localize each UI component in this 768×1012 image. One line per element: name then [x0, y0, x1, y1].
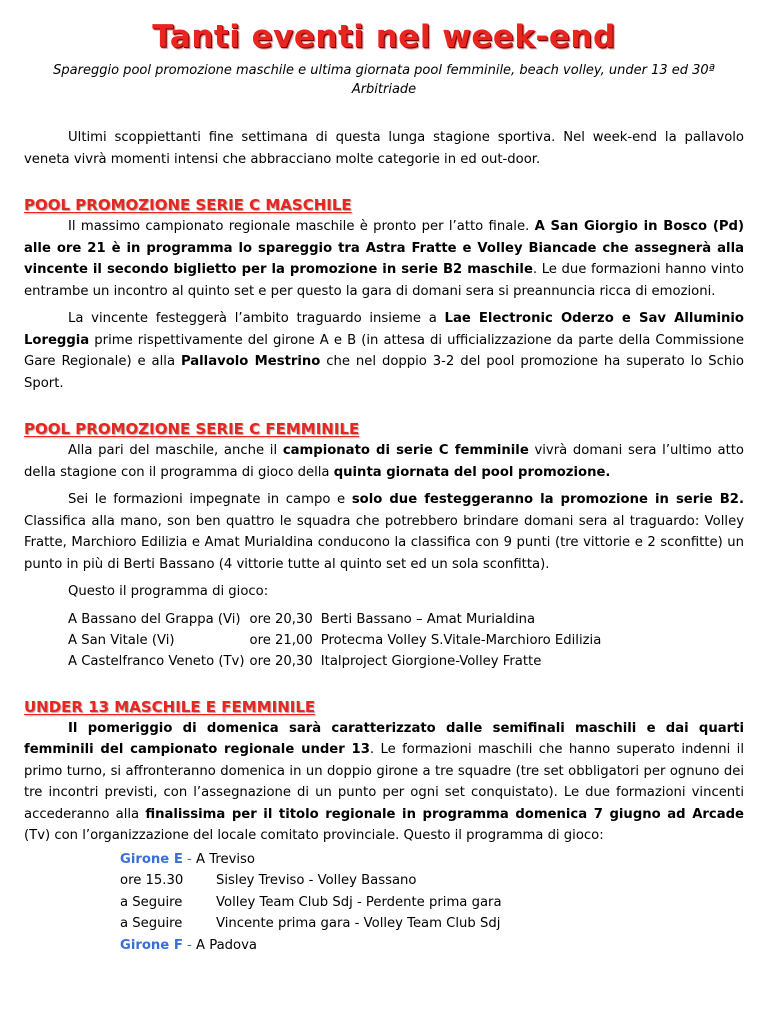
- text-run: . Le due formazioni hanno vinto entrambe un incontro al quinto set e per questo la gara di domani sera si preannuncia ricca di emozioni.: [24, 262, 744, 299]
- girone-f-label: Girone F: [120, 937, 183, 953]
- schedule-match: Sisley Treviso - Volley Bassano: [216, 873, 417, 888]
- girone-e-label: Girone E: [120, 851, 183, 867]
- program-time: ore 20,30: [249, 611, 313, 627]
- text-run: Classifica alla mano, son ben quattro le squadra che potrebbero brindare domani sera al traguardo: Volley Fratte, Marchioro Edilizia e Amat Murialdina conducono la classifica con 9 punti (tre vittorie e 2 sconfitte) un punto in più di Berti Bassano (4 vittorie tutte al quinto set ed un sola sconfitta).: [24, 513, 744, 572]
- text-run: Il massimo campionato regionale maschile è pronto per l’atto finale.: [68, 219, 535, 234]
- page-title: Tanti eventi nel week-end: [152, 19, 616, 55]
- girone-f-place: A Padova: [196, 937, 257, 953]
- separator: -: [182, 851, 196, 867]
- separator: -: [182, 937, 196, 953]
- text-run: (Tv) con l’organizzazione del locale comitato provinciale. Questo il programma di gioco:: [24, 828, 604, 843]
- program-place: A Bassano del Grappa (Vi): [68, 611, 241, 627]
- girone-e-header: [120, 849, 744, 871]
- text-run: che nel doppio 3-2 del pool promozione ha superato lo Schio Sport.: [24, 354, 744, 391]
- paragraph: [24, 216, 744, 302]
- section-heading-pool-serie-c-femminile: POOL PROMOZIONE SERIE C FEMMINILE: [24, 420, 360, 438]
- table-row: [68, 609, 601, 630]
- program-match: Berti Bassano – Amat Murialdina: [320, 611, 536, 627]
- schedule-row: [120, 870, 744, 892]
- schedule-time: a Seguire: [120, 894, 183, 910]
- bold-text-run: finalissima per il titolo regionale in programma domenica 7 giugno ad Arcade: [145, 806, 745, 822]
- schedule-match: Volley Team Club Sdj - Perdente prima gara: [216, 894, 502, 910]
- text-run: prime rispettivamente del girone A e B (in attesa di ufficializzazione da parte della Commissione Gare Regionale) e alla: [24, 332, 744, 369]
- section-heading-pool-serie-c-maschile: POOL PROMOZIONE SERIE C MASCHILE: [24, 196, 352, 214]
- program-time: ore 20,30: [249, 653, 313, 669]
- program-place: A Castelfranco Veneto (Tv): [68, 653, 245, 669]
- girone-e-place: A Treviso: [196, 851, 255, 867]
- bold-text-run: campionato di serie C femminile: [282, 443, 529, 458]
- schedule-time: a Seguire: [120, 916, 183, 931]
- schedule-row: [120, 913, 744, 935]
- schedule-match: Vincente prima gara - Volley Team Club Sdj: [216, 916, 501, 931]
- bold-text-run: Pallavolo Mestrino: [180, 354, 321, 369]
- paragraph: [24, 718, 744, 847]
- paragraph: [24, 308, 744, 394]
- bold-text-run: solo due festeggeranno la promozione in serie B2.: [351, 492, 744, 507]
- text-run: Sei le formazioni impegnate in campo e: [68, 492, 352, 507]
- text-run: vivrà domani sera l’ultimo atto della stagione con il programma di gioco della: [24, 443, 744, 480]
- program-label: Questo il programma di gioco:: [68, 584, 269, 599]
- program-match: Protecma Volley S.Vitale-Marchioro Edilizia: [320, 632, 602, 648]
- girone-f-header: [120, 935, 744, 957]
- under13-schedule: [120, 849, 744, 957]
- section-heading-under-13: UNDER 13 MASCHILE E FEMMINILE: [24, 697, 316, 716]
- program-time: ore 21,00: [249, 632, 313, 648]
- bold-text-run: Il pomeriggio di domenica sarà caratterizzato dalle semifinali maschili e dai quarti femminili del campionato regionale under 13: [24, 720, 744, 757]
- bold-text-run: Lae Electronic Oderzo e Sav Alluminio Loreggia: [24, 311, 744, 348]
- bold-text-run: quinta giornata del pool promozione.: [333, 464, 611, 480]
- program-match: Italproject Giorgione-Volley Fratte: [320, 653, 542, 669]
- text-run: . Le formazioni maschili che hanno superato indenni il primo turno, si affronteranno domenica in un doppio girone a tre squadre (tre set obbligatori per ognuno dei tre incontri previsti, con l’assegnazione di un punto per ogni set conquistato). Le due formazioni vincenti accederanno alla: [24, 742, 744, 822]
- schedule-time: ore 15.30: [120, 873, 184, 888]
- bold-text-run: A San Giorgio in Bosco (Pd) alle ore 21 è in programma lo spareggio tra Astra Fratte e Volley Biancade che assegnerà alla vincente il secondo biglietto per la promozione in serie B2 maschile: [24, 219, 744, 277]
- schedule-row: [120, 892, 744, 914]
- paragraph: [24, 489, 744, 575]
- paragraph: [24, 440, 744, 483]
- table-row: [68, 651, 601, 672]
- document-page: [0, 18, 768, 1012]
- text-run: La vincente festeggerà l’ambito traguardo insieme a: [68, 311, 445, 326]
- program-table: [68, 609, 601, 672]
- intro-paragraph: Ultimi scoppiettanti fine settimana di questa lunga stagione sportiva. Nel week-end la pallavolo veneta vivrà momenti intensi che abbracciano molte categorie in ed out-door.: [24, 130, 744, 167]
- text-run: Alla pari del maschile, anche il: [68, 443, 283, 458]
- table-row: [68, 630, 601, 651]
- program-place: A San Vitale (Vi): [68, 632, 175, 648]
- page-subtitle: Spareggio pool promozione maschile e ultima giornata pool femminile, beach volley, under 13 ed 30ª Arbitriade: [53, 63, 715, 97]
